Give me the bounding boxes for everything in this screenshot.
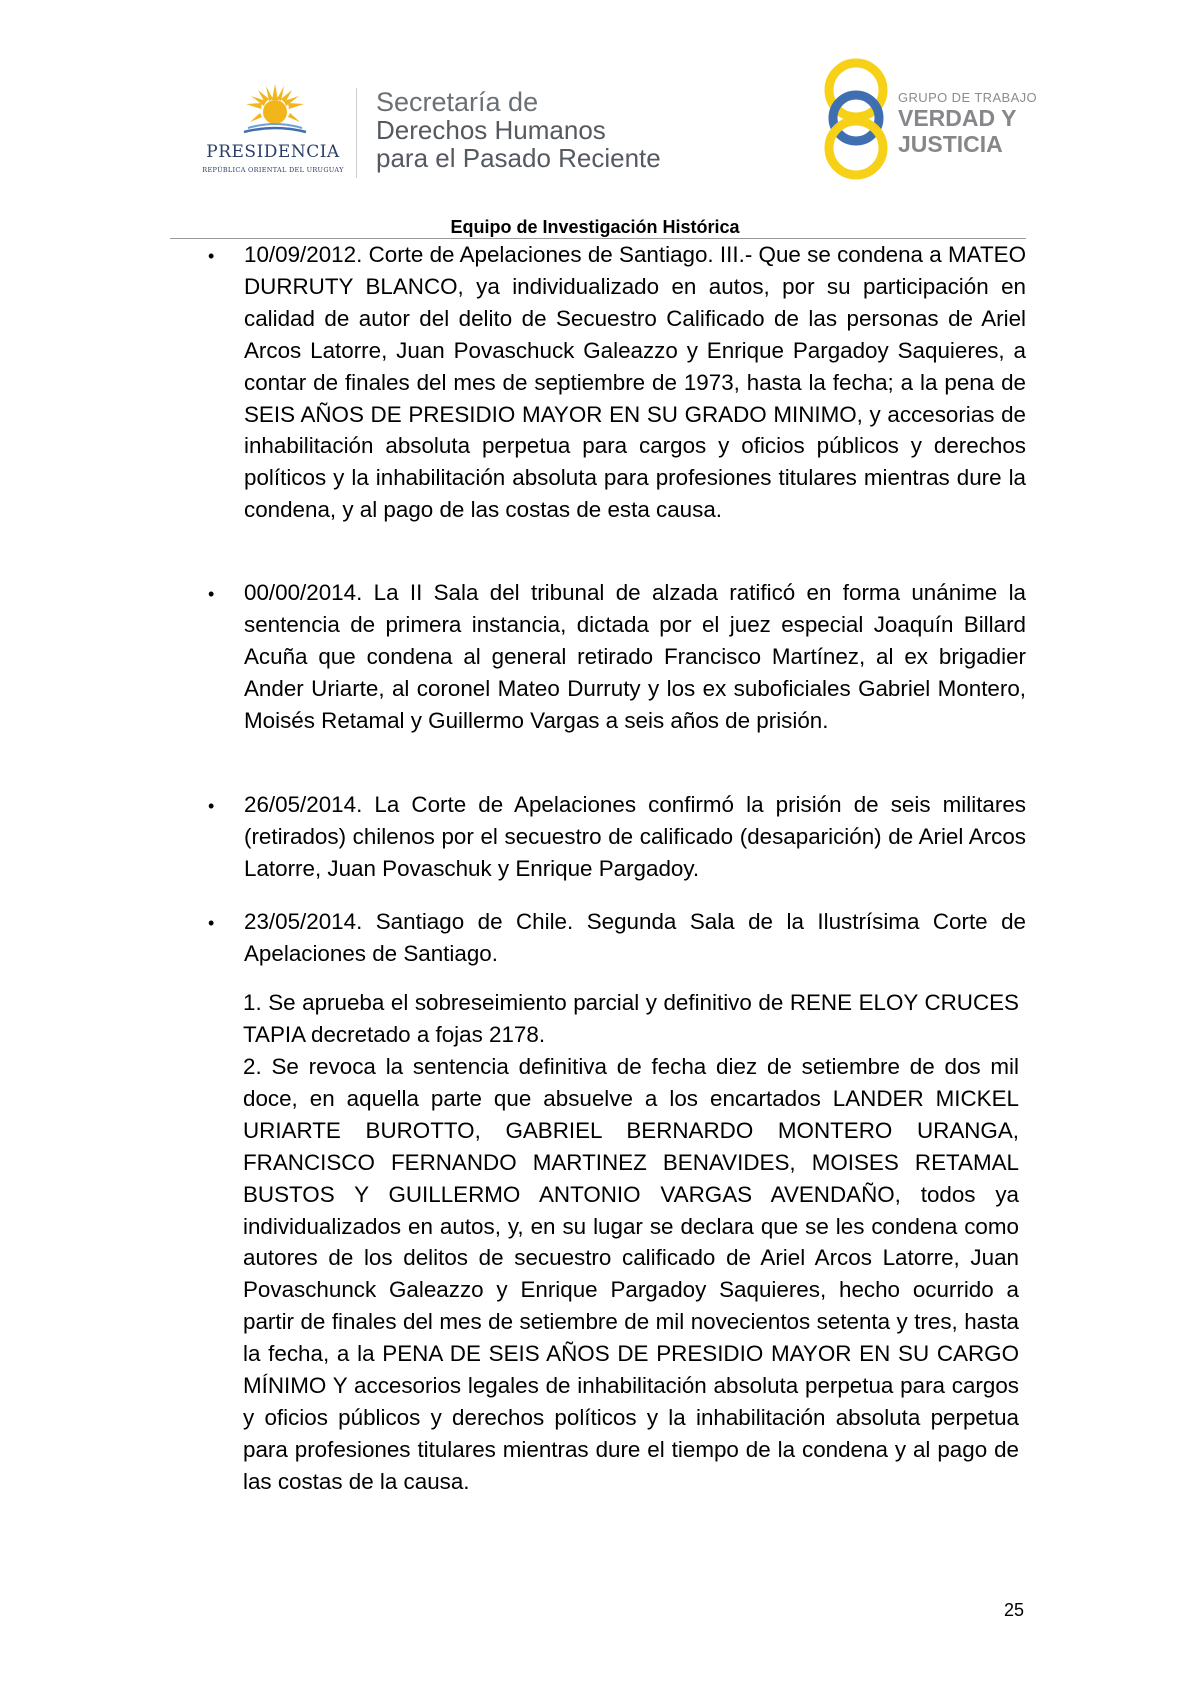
sub-item-2: 2. Se revoca la sentencia definitiva de fecha diez de setiembre de dos mil doce, en aquella parte que absuelve a los encartados LANDER MICKEL URIARTE BUROTTO, GABRIEL BERNARDO MONTERO URANGA, FRANCISCO FERNANDO MARTINEZ BENAVIDES, MOISES RETAMAL BUSTOS Y GUILLERMO ANTONIO VARGAS AVENDAÑO, todos ya individualizados en autos, y, en su lugar se declara que se les condena como autores de los delitos de secuestro calificado de Ariel Arcos Latorre, Juan Povaschunck Galeazzo y Enrique Pargadoy Saquieres, hecho ocurrido a partir de finales del mes de setiembre de mil novecientos setenta y tres, hasta la fecha, a la PENA DE SEIS AÑOS DE PRESIDIO MAYOR EN SU CARGO MÍNIMO Y accesorios legales de inhabilitación absoluta perpetua para cargos y oficios públicos y derechos políticos y la inhabilitación absoluta perpetua para profesiones titulares mientras dure el tiempo de la condena y al pago de las costas de la causa.	[243, 1054, 1019, 1494]
verdad-justicia-rings-icon	[820, 58, 900, 180]
bullet-3: •	[208, 796, 215, 816]
secretaria-line-3: para el Pasado Reciente	[376, 143, 661, 173]
verdad-justicia-text	[898, 90, 1037, 157]
paragraph-3: 26/05/2014. La Corte de Apelaciones confirmó la prisión de seis militares (retirados) chilenos por el secuestro de calificado (desaparición) de Ariel Arcos Latorre, Juan Povaschuk y Enrique Pargadoy.	[244, 792, 1026, 881]
team-heading: Equipo de Investigación Histórica	[450, 217, 740, 237]
presidencia-label: PRESIDENCIA	[206, 142, 340, 162]
secretaria-logo-text	[376, 88, 661, 172]
secretaria-line-1: Secretaría de	[376, 87, 539, 117]
presidencia-logo	[198, 82, 348, 182]
republica-label: REPÚBLICA ORIENTAL DEL URUGUAY	[202, 166, 344, 174]
paragraph-1: 10/09/2012. Corte de Apelaciones de Santiago. III.- Que se condena a MATEO DURRUTY BLANCO, ya individualizado en autos, por su participación en calidad de autor del delito de Secuestro Calificado de las personas de Ariel Arcos Latorre, Juan Povaschuck Galeazzo y Enrique Pargadoy Saquieres, a contar de finales del mes de septiembre de 1973, hasta la fecha; a la pena de SEIS AÑOS DE PRESIDIO MAYOR EN SU GRADO MINIMO, y accesorias de inhabilitación absoluta perpetua para cargos y oficios públicos y derechos políticos y la inhabilitación absoluta para profesiones titulares mientras dure la condena, y al pago de las costas de esta causa.	[244, 242, 1026, 523]
paragraph-2: 00/00/2014. La II Sala del tribunal de alzada ratificó en forma unánime la sentencia de primera instancia, dictada por el juez especial Joaquín Billard Acuña que condena al general retirado Francisco Martínez, al ex brigadier Ander Uriarte, al coronel Mateo Durruty y los ex suboficiales Gabriel Montero, Moisés Retamal y Guillermo Vargas a seis años de prisión.	[244, 580, 1026, 733]
bullet-1: •	[208, 246, 215, 266]
header-divider	[356, 88, 357, 178]
secretaria-line-2: Derechos Humanos	[376, 115, 606, 145]
bullet-4: •	[208, 913, 215, 933]
justicia-label: JUSTICIA	[898, 131, 1003, 157]
bullet-2: •	[208, 584, 215, 604]
page-number: 25	[1004, 1600, 1025, 1620]
sun-icon	[240, 82, 310, 140]
sub-item-1: 1. Se aprueba el sobreseimiento parcial y definitivo de RENE ELOY CRUCES TAPIA decretado a fojas 2178.	[243, 990, 1019, 1047]
verdad-label: VERDAD Y	[898, 105, 1017, 131]
paragraph-4: 23/05/2014. Santiago de Chile. Segunda Sala de la Ilustrísima Corte de Apelaciones de Santiago.	[244, 909, 1026, 966]
grupo-label: GRUPO DE TRABAJO	[898, 90, 1038, 105]
